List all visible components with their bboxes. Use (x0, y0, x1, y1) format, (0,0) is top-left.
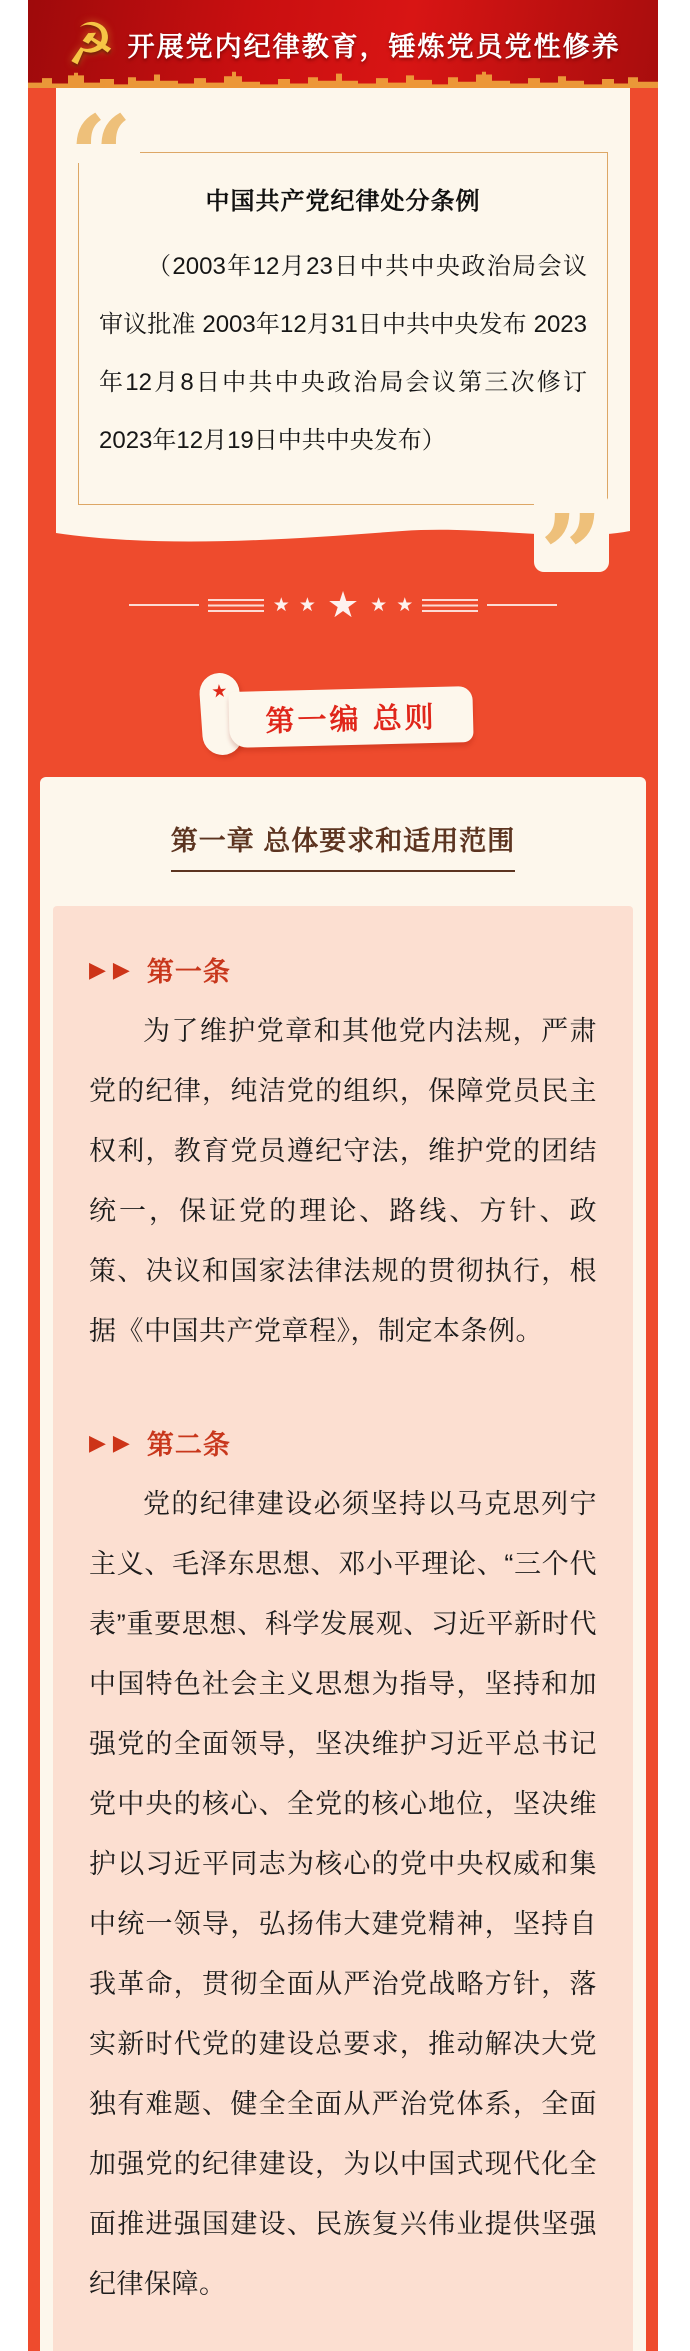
quote-border-box (69, 91, 608, 619)
divider-triple-line (208, 599, 264, 612)
article-1-heading (89, 950, 597, 989)
article-box (53, 906, 633, 2351)
star-icon: ★ (210, 680, 229, 702)
double-arrow-icon: ▶▶ (89, 1429, 137, 1455)
skyline-decoration-icon (28, 70, 658, 88)
article-item-2 (89, 1423, 597, 2314)
article-1-text: 为了维护党章和其他党内法规，严肃党的纪律，纯洁党的组织，保障党员民主权利，教育党员遵纪守法，维护党的团结统一，保证党的理论、路线、方针、政策、决议和国家法律法规的贯彻执行，根据《中国共产党章程》，制定本条例。 (89, 1016, 597, 1346)
star-icon: ★ (326, 584, 360, 625)
main-card (40, 777, 646, 2351)
star-icon: ★ (370, 594, 388, 616)
close-quote-icon: ” (534, 494, 609, 572)
article-2-heading (89, 1423, 597, 1462)
star-icon: ★ (298, 594, 316, 616)
star-icon: ★ (396, 594, 414, 616)
quote-card (56, 88, 630, 619)
star-icon: ★ (272, 594, 290, 616)
ribbon-label: 第一编 总则 (265, 701, 437, 738)
section-ribbon (210, 680, 473, 747)
ribbon-banner (228, 686, 473, 748)
open-quote-icon: “ (67, 101, 140, 163)
quote-body: （2003年12月23日中共中央政治局会议审议批准 2003年12月31日中共中央发布 2023年12月8日中共中央政治局会议第三次修订 2023年12月19日中共中央发布） (99, 253, 587, 454)
party-emblem-icon: ☭ (62, 9, 119, 78)
double-arrow-icon: ▶▶ (89, 956, 137, 982)
article-2-text: 党的纪律建设必须坚持以马克思列宁主义、毛泽东思想、邓小平理论、“三个代表”重要思想、科学发展观、习近平新时代中国特色社会主义思想为指导，坚持和加强党的全面领导，坚决维护习近平总书记党中央的核心、全党的核心地位，坚决维护以习近平同志为核心的党中央权威和集中统一领导，弘扬伟大建党精神，坚持自我革命，贯彻全面从严治党战略方针，落实新时代党的建设总要求，推动解决大党独有难题、健全全面从严治党体系，全面加强党的纪律建设，为以中国式现代化全面推进强国建设、民族复兴伟业提供坚强纪律保障。 (89, 1489, 597, 2299)
article-1-label: 第一条 (146, 957, 231, 987)
header-banner (28, 0, 658, 88)
quote-title: 中国共产党纪律处分条例 (205, 188, 481, 215)
article-item-1 (89, 950, 597, 1361)
content-column (28, 0, 658, 2351)
article-2-label: 第二条 (146, 1430, 231, 1460)
divider-triple-line (422, 599, 478, 612)
chapter-title-text: 第一章 总体要求和适用范围 (171, 819, 516, 872)
quote-section (56, 88, 630, 619)
divider-line (129, 604, 199, 606)
banner-title: 开展党内纪律教育，锤炼党员党性修养 (127, 31, 621, 62)
chapter-title (53, 819, 633, 872)
